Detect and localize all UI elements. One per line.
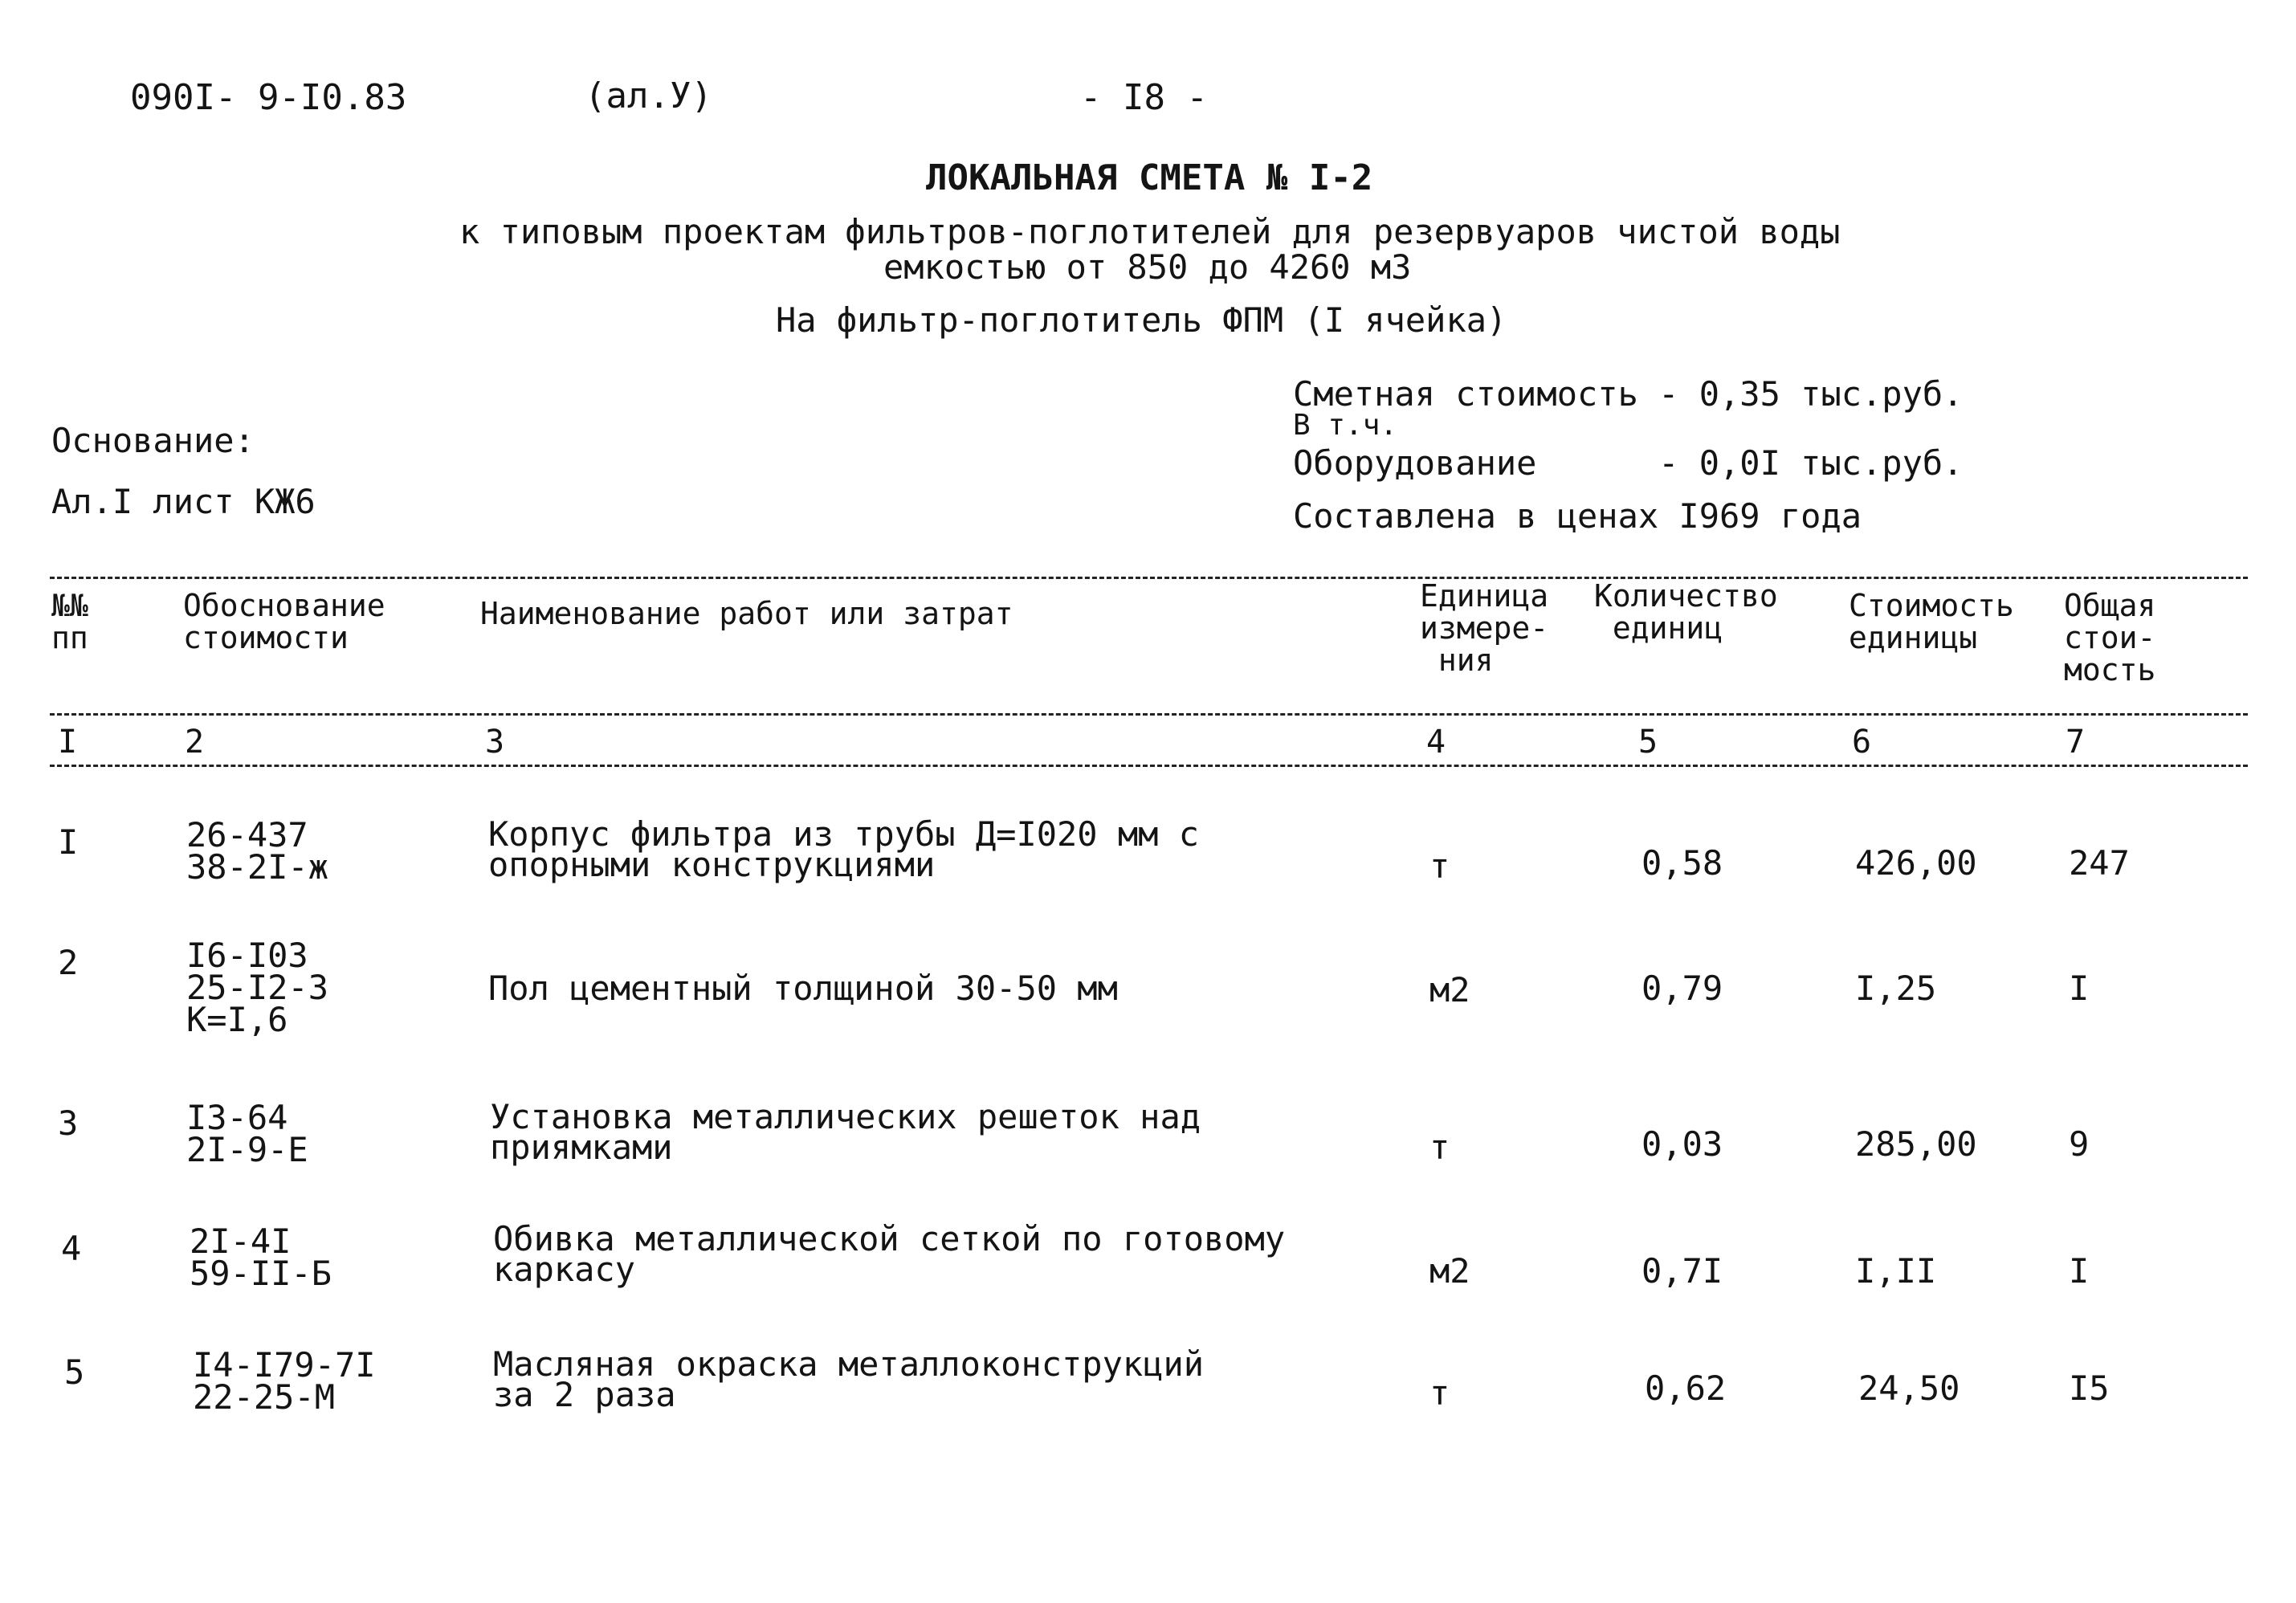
row-qty: 0,79 xyxy=(1641,969,1723,1008)
row-qty: 0,58 xyxy=(1641,843,1723,883)
row-num: 2 xyxy=(58,943,79,982)
table-header-rule xyxy=(50,713,2248,716)
row-qty: 0,62 xyxy=(1645,1368,1727,1408)
column-number: 5 xyxy=(1638,724,1658,761)
header-num: №№ пп xyxy=(51,588,88,655)
estimate-subtitle-line2: емкостью от 850 до 4260 м3 xyxy=(883,247,1412,287)
row-unit: м2 xyxy=(1429,970,1470,1010)
header-unit-cost: Стоимость единицы xyxy=(1849,588,2014,655)
column-number: I xyxy=(58,724,78,761)
row-basis: I3-64 2I-9-Е xyxy=(186,1098,308,1169)
row-total: I xyxy=(2069,1251,2090,1291)
row-unit: т xyxy=(1429,846,1450,886)
estimated-cost: Сметная стоимость - 0,35 тыс.руб. xyxy=(1293,374,1964,414)
row-total: I5 xyxy=(2069,1368,2110,1408)
row-num: 3 xyxy=(58,1103,79,1143)
column-number: 2 xyxy=(185,724,205,761)
column-number: 3 xyxy=(485,724,505,761)
row-unit: т xyxy=(1429,1373,1450,1413)
header-qty: Количество единиц xyxy=(1594,578,1778,646)
header-name: Наименование работ или затрат xyxy=(480,596,1013,631)
row-unit-cost: I,25 xyxy=(1855,969,1937,1008)
basis-label: Основание: xyxy=(51,421,255,460)
page-number: - I8 - xyxy=(1080,77,1208,118)
row-unit-cost: 285,00 xyxy=(1855,1124,1977,1164)
header-total: Общая стои- мость xyxy=(2064,588,2156,687)
row-unit: т xyxy=(1429,1128,1450,1167)
row-basis: I6-I03 25-I2-3 К=I,6 xyxy=(186,936,329,1039)
row-qty: 0,7I xyxy=(1641,1251,1723,1291)
row-basis: 26-437 38-2I-ж xyxy=(186,815,329,887)
estimate-title: ЛОКАЛЬНАЯ СМЕТА № I-2 xyxy=(926,157,1373,198)
including-label: В т.ч. xyxy=(1293,409,1398,442)
equipment-cost: Оборудование - 0,0I тыс.руб. xyxy=(1293,443,1964,483)
row-num: 5 xyxy=(64,1352,85,1392)
row-total: 9 xyxy=(2069,1124,2090,1164)
basis-value: Ал.I лист КЖ6 xyxy=(51,482,316,521)
row-name: Масляная окраска металлоконструкций за 2 раза xyxy=(493,1344,1205,1414)
column-number: 7 xyxy=(2066,724,2086,761)
row-qty: 0,03 xyxy=(1641,1124,1723,1164)
row-total: I xyxy=(2069,969,2090,1008)
price-basis: Составлена в ценах I969 года xyxy=(1293,496,1862,536)
row-basis: 2I-4I 59-II-Б xyxy=(190,1222,332,1293)
row-name: Обивка металлической сеткой по готовому каркасу xyxy=(493,1219,1286,1289)
row-name: Пол цементный толщиной 30-50 мм xyxy=(488,969,1118,1008)
estimate-subtitle-line3: На фильтр-поглотитель ФПМ (I ячейка) xyxy=(776,300,1507,340)
header-unit: Единица измере- ния xyxy=(1420,578,1549,678)
column-number: 4 xyxy=(1426,724,1446,761)
album-label: (ал.У) xyxy=(585,75,712,116)
row-name: Корпус фильтра из трубы Д=I020 мм с опорными конструкциями xyxy=(488,814,1200,884)
document-code: 090I- 9-I0.83 xyxy=(130,77,407,118)
table-top-rule xyxy=(50,577,2248,579)
row-num: I xyxy=(58,822,79,862)
row-unit: м2 xyxy=(1429,1251,1470,1291)
row-basis: I4-I79-7I 22-25-М xyxy=(193,1345,376,1417)
table-numbers-rule xyxy=(50,765,2248,767)
row-num: 4 xyxy=(61,1229,82,1268)
estimate-subtitle-line1: к типовым проектам фильтров-поглотителей для резервуаров чистой воды xyxy=(459,212,1841,251)
row-unit-cost: I,II xyxy=(1855,1251,1937,1291)
column-number: 6 xyxy=(1852,724,1872,761)
row-total: 247 xyxy=(2069,843,2130,883)
row-unit-cost: 24,50 xyxy=(1858,1368,1960,1408)
row-name: Установка металлических решеток над приямками xyxy=(490,1097,1201,1167)
row-unit-cost: 426,00 xyxy=(1855,843,1977,883)
header-basis: Обоснование стоимости xyxy=(183,588,385,655)
